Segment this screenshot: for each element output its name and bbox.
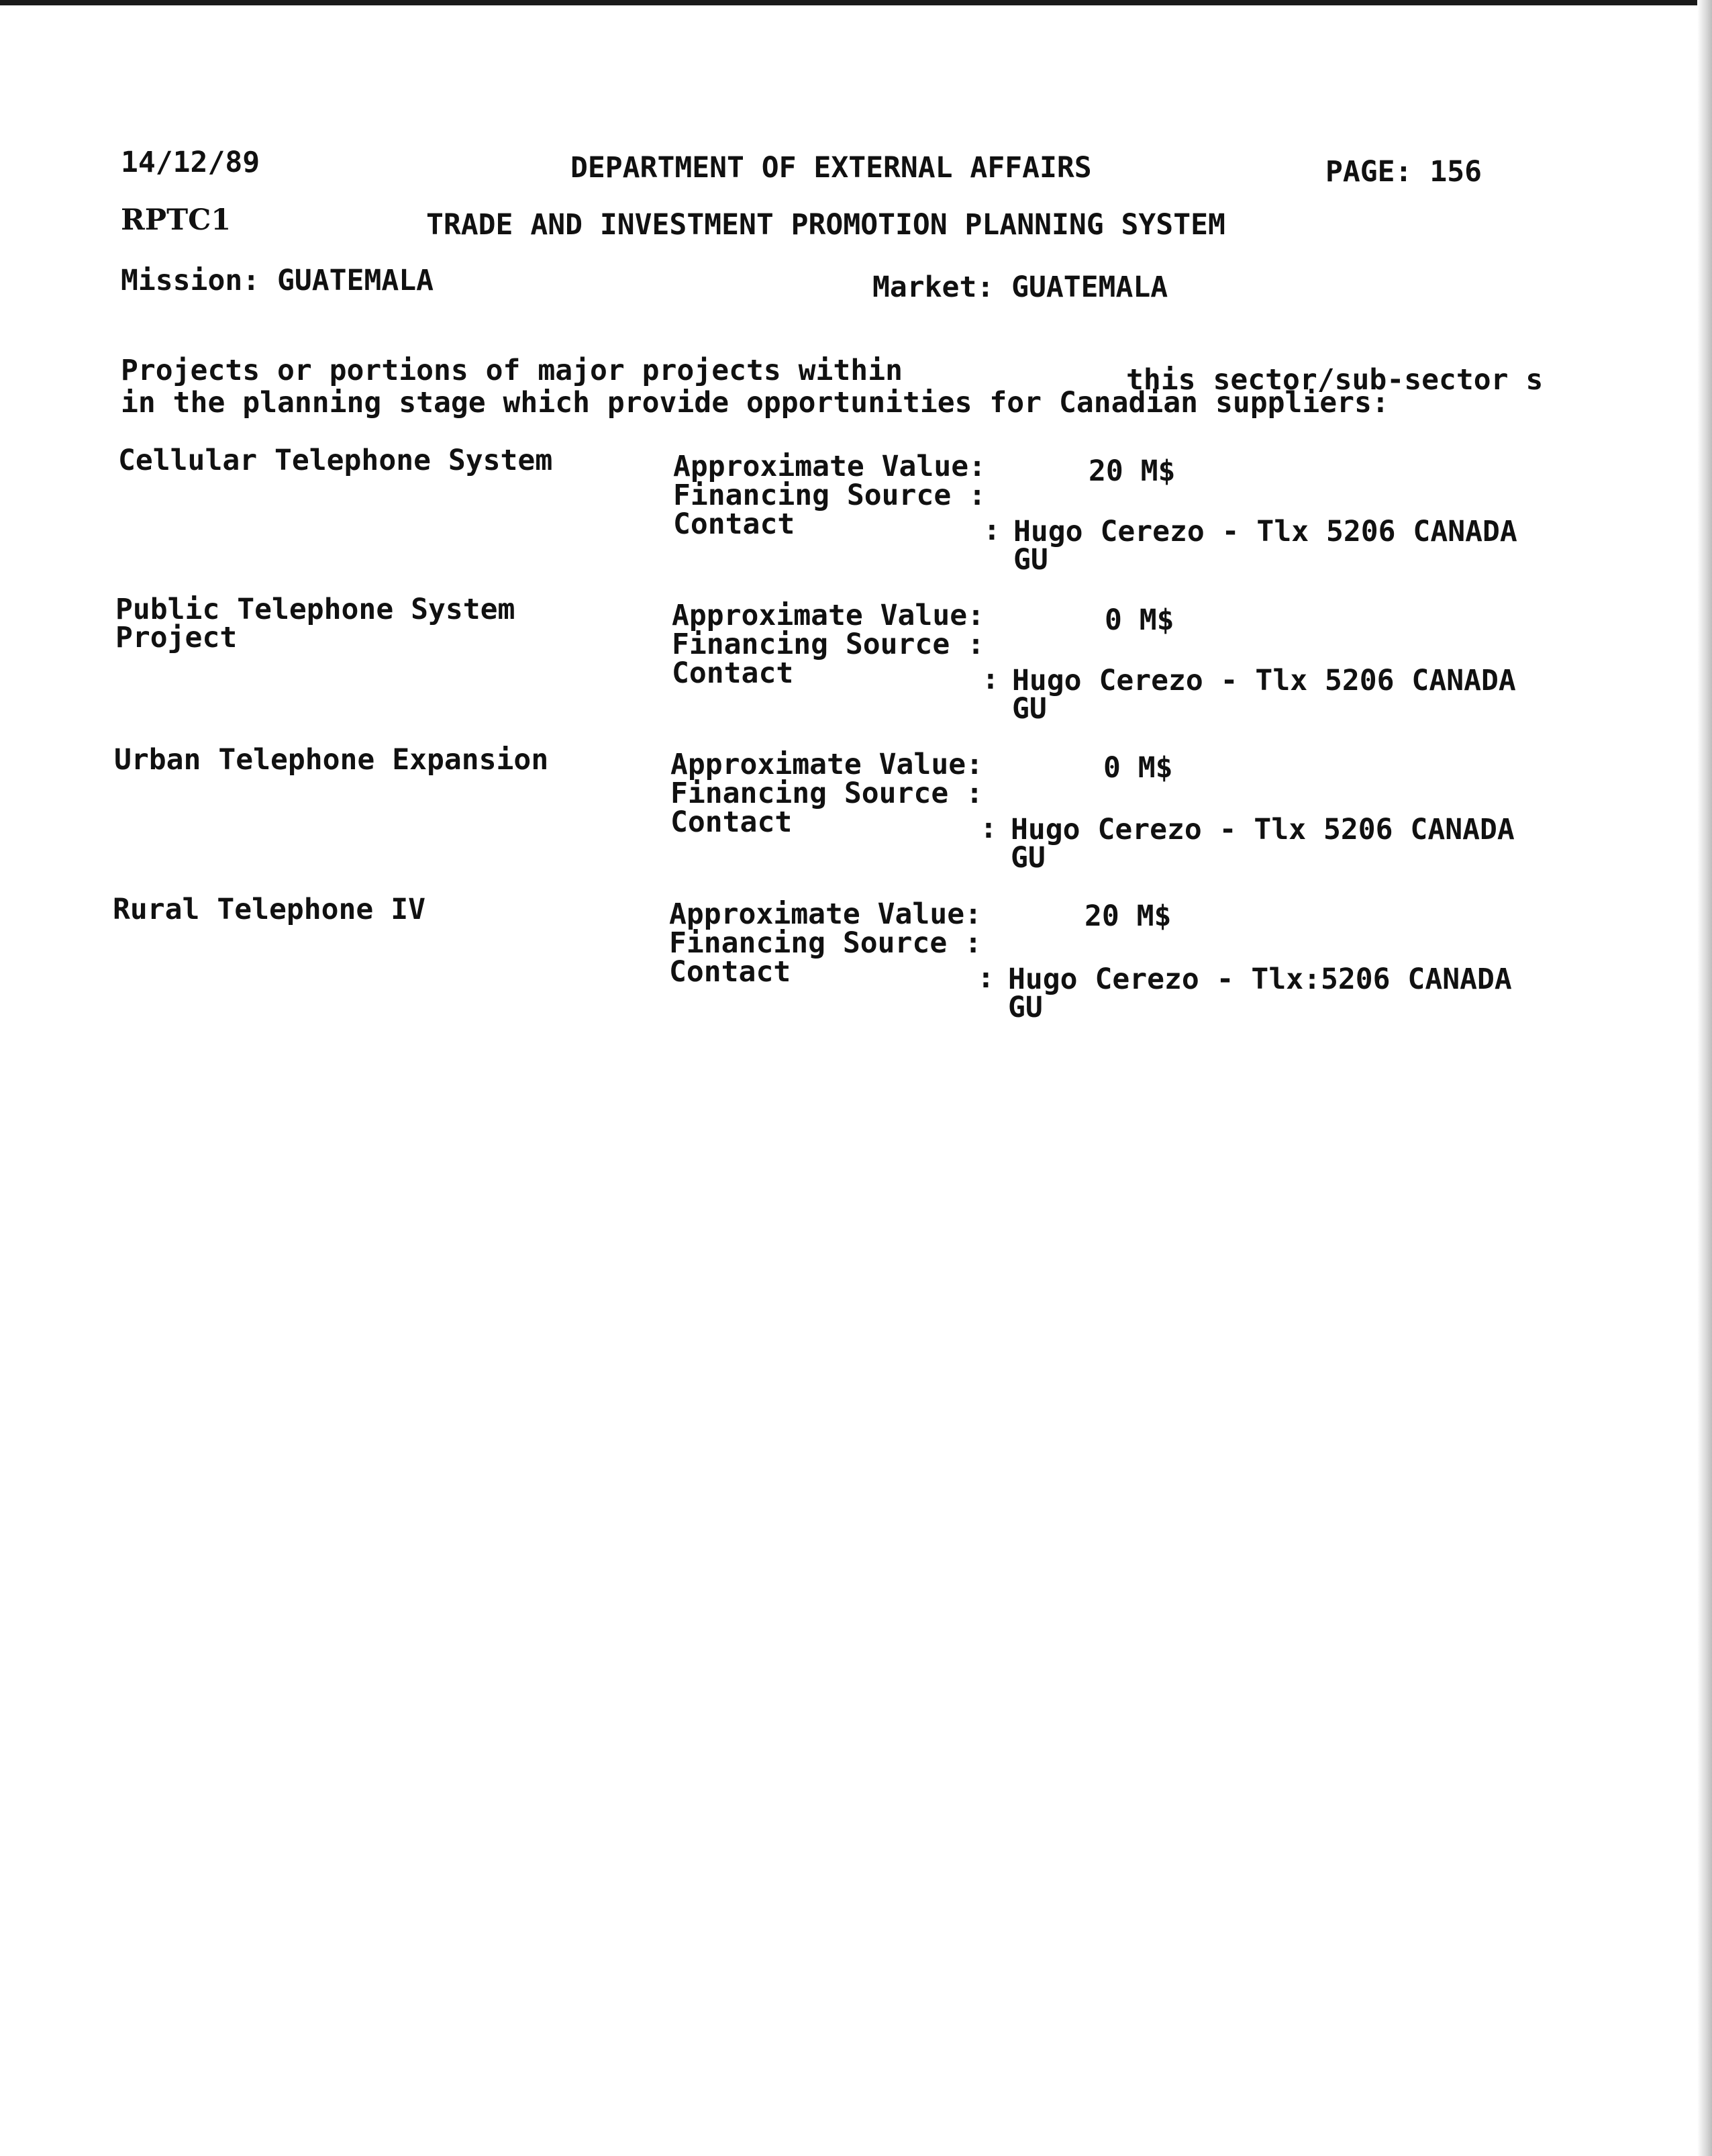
page-label: PAGE: <box>1325 155 1413 189</box>
contact-value: Hugo Cerezo - Tlx 5206 CANADA <box>1013 515 1517 548</box>
financing-source-label: Financing Source : <box>672 628 985 661</box>
approximate-value: 20 M$ <box>1085 899 1172 933</box>
system-title: TRADE AND INVESTMENT PROMOTION PLANNING SYSTEM <box>426 208 1225 242</box>
contact-value: Hugo Cerezo - Tlx 5206 CANADA <box>1012 664 1516 697</box>
contact-label: Contact <box>672 656 794 690</box>
intro-line-2: in the planning stage which provide opportunities for Canadian suppliers: <box>121 386 1389 420</box>
page-indicator <box>1325 157 1482 187</box>
intro-line-1-right: this sector/sub-sector s <box>1126 363 1544 397</box>
mission-value: GUATEMALA <box>277 264 434 297</box>
project-name: Rural Telephone IV <box>113 893 425 926</box>
contact-colon: : <box>983 513 1001 547</box>
contact-label: Contact <box>669 955 791 989</box>
report-code: RPTC1 <box>121 203 232 237</box>
market-label: Market: <box>872 271 995 304</box>
approximate-value-label: Approximate Value: <box>670 748 983 781</box>
approximate-value-label: Approximate Value: <box>672 599 985 632</box>
market-value: GUATEMALA <box>1011 271 1168 304</box>
page-number: 156 <box>1429 155 1482 189</box>
contact-label: Contact <box>673 507 795 541</box>
contact-value: Hugo Cerezo - Tlx:5206 CANADA <box>1008 963 1512 996</box>
mission-label: Mission: <box>121 264 260 297</box>
contact-colon: : <box>977 961 995 995</box>
financing-source-label: Financing Source : <box>673 479 986 512</box>
contact-value-cont: GU <box>1008 991 1043 1024</box>
approximate-value-label: Approximate Value: <box>673 450 986 483</box>
mission-line <box>121 266 434 295</box>
project-name-cont: Project <box>115 621 238 654</box>
financing-source-label: Financing Source : <box>670 777 983 810</box>
contact-value-cont: GU <box>1012 692 1047 726</box>
approximate-value: 0 M$ <box>1105 603 1174 637</box>
contact-colon: : <box>980 812 997 845</box>
contact-colon: : <box>982 663 999 696</box>
scan-edge-right <box>1697 0 1712 2156</box>
intro-line-1-left: Projects or portions of major projects within <box>121 354 903 387</box>
market-line <box>872 273 1168 302</box>
approximate-value: 0 M$ <box>1103 751 1173 785</box>
contact-value-cont: GU <box>1011 841 1046 875</box>
contact-value-cont: GU <box>1013 543 1048 577</box>
project-name: Cellular Telephone System <box>118 444 553 477</box>
contact-value: Hugo Cerezo - Tlx 5206 CANADA <box>1011 813 1515 846</box>
contact-label: Contact <box>670 805 793 839</box>
report-date: 14/12/89 <box>121 146 260 179</box>
financing-source-label: Financing Source : <box>669 926 982 960</box>
approximate-value-label: Approximate Value: <box>669 897 982 931</box>
scan-edge-top <box>0 0 1712 5</box>
approximate-value: 20 M$ <box>1089 454 1176 488</box>
department-title: DEPARTMENT OF EXTERNAL AFFAIRS <box>570 151 1092 185</box>
project-name: Urban Telephone Expansion <box>114 743 549 777</box>
project-name: Public Telephone System <box>115 593 515 626</box>
